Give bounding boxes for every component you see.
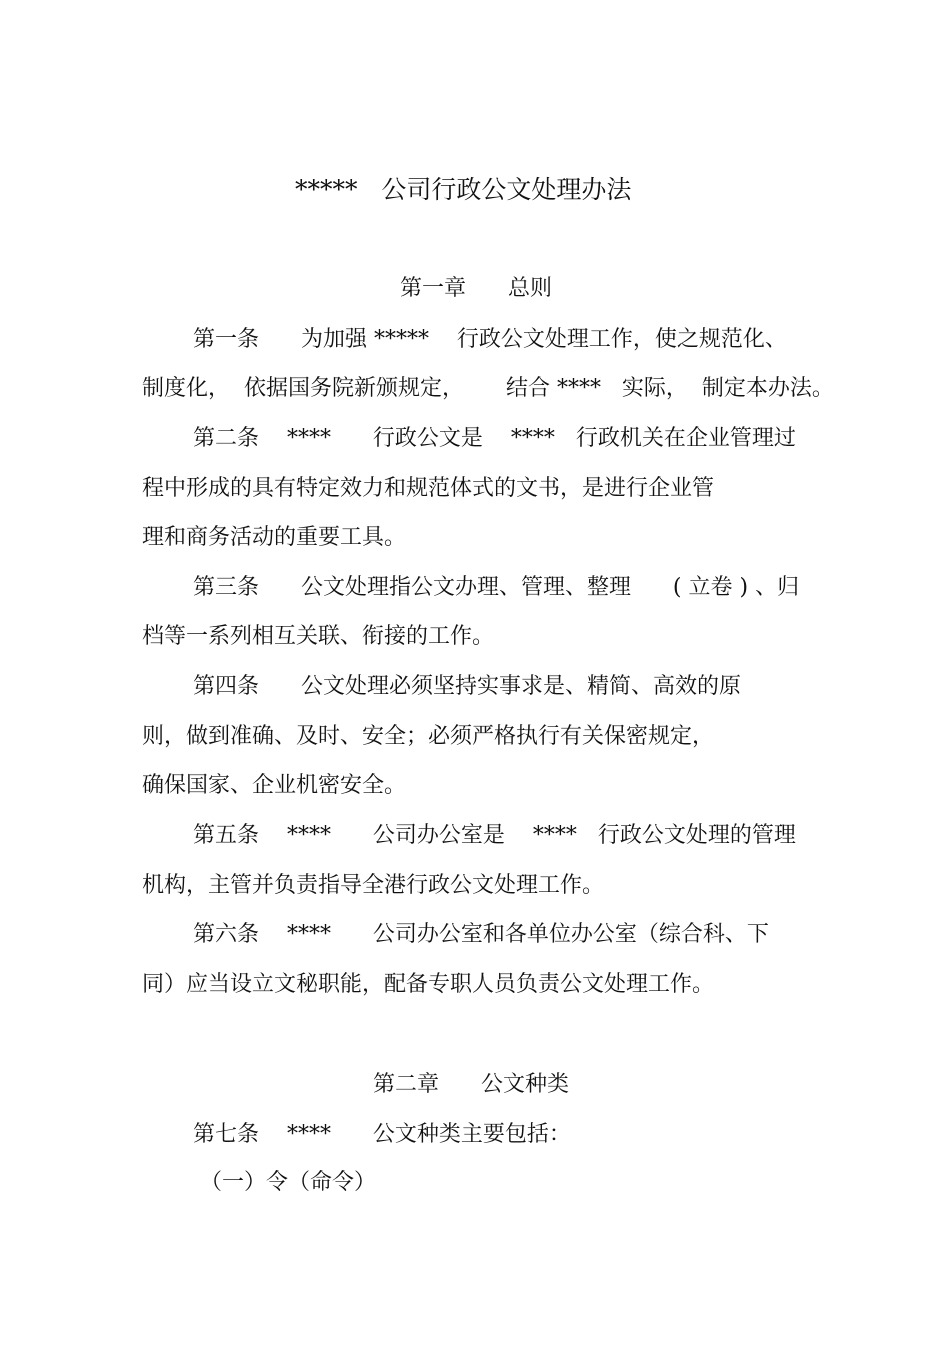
article-1-line-2: 制度化， 依据国务院新颁规定， 结合 **** 实际， 制定本办法。	[142, 376, 834, 401]
article-4-line-2: 则，做到准确、及时、安全；必须严格执行有关保密规定，	[142, 724, 715, 749]
article-2-line-1: 第二条 **** 行政公文是 **** 行政机关在企业管理过	[193, 426, 796, 451]
chapter-1-heading: 第一章 总则	[400, 276, 552, 301]
article-7-line-1: 第七条 **** 公文种类主要包括：	[193, 1122, 571, 1147]
article-2-line-2: 程中形成的具有特定效力和规范体式的文书，是进行企业管	[142, 476, 715, 501]
article-4-line-1: 第四条 公文处理必须坚持实事求是、精简、高效的原	[193, 674, 741, 699]
article-1-line-1: 第一条 为加强 ***** 行政公文处理工作，使之规范化、	[193, 327, 787, 352]
chapter-2-heading: 第二章 公文种类	[373, 1072, 569, 1097]
article-3-line-1: 第三条 公文处理指公文办理、管理、整理 ( 立卷 ) 、归	[193, 575, 800, 600]
document-title: ***** 公司行政公文处理办法	[295, 175, 632, 204]
article-2-line-3: 理和商务活动的重要工具。	[142, 525, 407, 550]
article-6-line-2: 同）应当设立文秘职能，配备专职人员负责公文处理工作。	[142, 972, 715, 997]
article-6-line-1: 第六条 **** 公司办公室和各单位办公室（综合科、下	[193, 922, 769, 947]
article-3-line-2: 档等一系列相互关联、衔接的工作。	[142, 624, 495, 649]
article-7-item-1: （一）令（命令）	[200, 1170, 377, 1195]
article-5-line-1: 第五条 **** 公司办公室是 **** 行政公文处理的管理	[193, 823, 796, 848]
article-4-line-3: 确保国家、企业机密安全。	[142, 773, 407, 798]
article-5-line-2: 机构，主管并负责指导全港行政公文处理工作。	[142, 873, 605, 898]
